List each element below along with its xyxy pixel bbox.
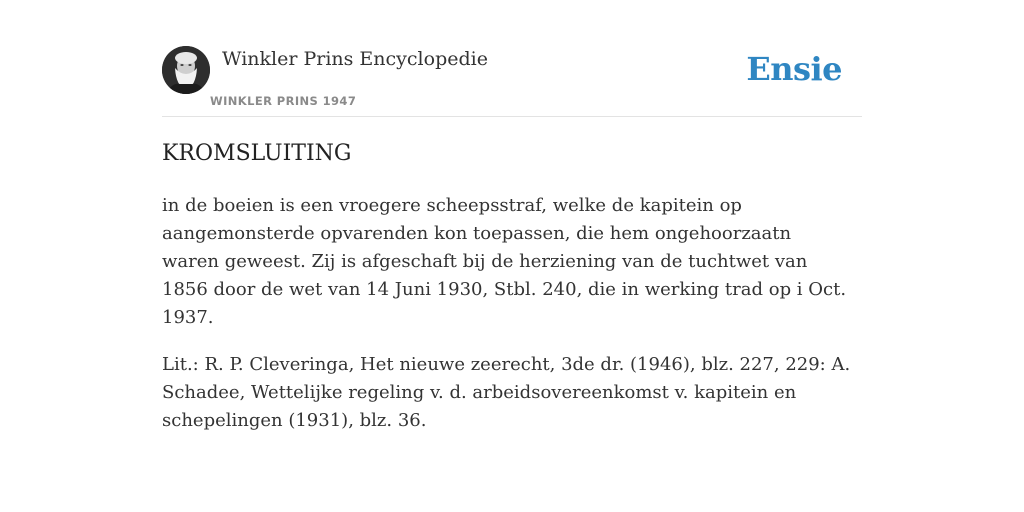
article-literature: Lit.: R. P. Cleveringa, Het nieuwe zeerecht, 3de dr. (1946), blz. 227, 229: A. Schadee, Wettelijke regeling v. d. arbeidsovereenkomst v. kapitein en schepelingen (1931), blz. 36. (162, 354, 851, 431)
article-title: KROMSLUITING (162, 141, 352, 166)
source-header (162, 46, 862, 117)
article-body (162, 192, 852, 454)
bearded-man-portrait-icon (162, 46, 210, 94)
source-subtitle[interactable]: WINKLER PRINS 1947 (210, 94, 357, 108)
article-paragraph: in de boeien is een vroegere scheepsstraf, welke de kapitein op aangemonsterde opvarenden kon toepassen, die hem ongehoorzaatn waren geweest. Zij is afgeschaft bij de herziening van de tuchtwet van 1856 door de wet van 14 Juni 1930, Stbl. 240, die in werking trad op i Oct. 1937. (162, 195, 847, 328)
brand-logo-link[interactable]: Ensie (746, 50, 842, 88)
source-title[interactable]: Winkler Prins Encyclopedie (222, 48, 488, 70)
avatar[interactable] (162, 46, 210, 94)
